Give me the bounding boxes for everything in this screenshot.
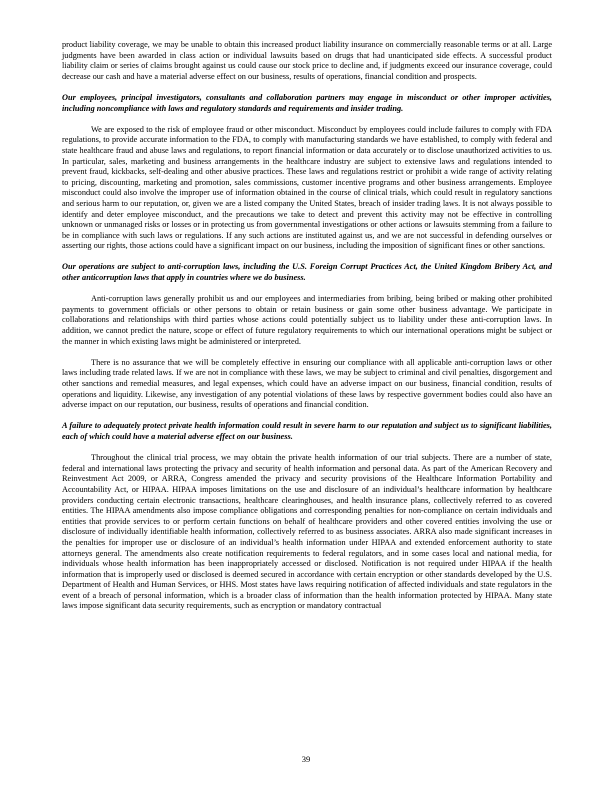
heading-anti-corruption: Our operations are subject to anti-corruption laws, including the U.S. Foreign Corrupt Practices Act, the United Kingdom Bribery Act, and other anticorruption laws that apply in countries where we do business. [62, 262, 552, 283]
paragraph-compliance-assurance: There is no assurance that we will be completely effective in ensuring our compliance with all applicable anti-corruption laws or other laws including trade related laws. If we are not in compliance with these laws, we may be subject to criminal and civil penalties, disgorgement and other sanctions and remedial measures, and legal expenses, which could have an adverse impact on our business, financial condition, results of operations and liquidity. Likewise, any investigation of any potential violations of these laws by respective government bodies could also have an adverse impact on our reputation, our business, results of operations and financial condition. [62, 357, 552, 410]
page-body [62, 40, 552, 623]
paragraph-health-information: Throughout the clinical trial process, we may obtain the private health information of our trial subjects. There are a number of state, federal and international laws protecting the privacy and security of health information and personal data. As part of the American Recovery and Reinvestment Act 2009, or ARRA, Congress amended the privacy and security provisions of the Healthcare Information Portability and Accountability Act, or HIPAA. HIPAA imposes limitations on the use and disclosure of an individual’s healthcare information by healthcare providers conducting certain electronic transactions, healthcare clearinghouses, and health insurance plans, collectively referred to as covered entities. The HIPAA amendments also impose compliance obligations and corresponding penalties for non-compliance on certain individuals and entities that provide services to or perform certain functions on behalf of healthcare providers and other covered entities involving the use or disclosure of individually identifiable health information, collectively referred to as business associates. ARRA also made significant increases in the penalties for improper use or disclosure of an individual’s health information under HIPAA and extended enforcement authority to state attorneys general. The amendments also create notification requirements to federal regulators, and in some cases local and national media, for individuals whose health information has been inappropriately accessed or disclosed. Notification is not required under HIPAA if the health information that is improperly used or disclosed is deemed secured in accordance with certain encryption or other standards developed by the U.S. Department of Health and Human Services, or HHS. Most states have laws requiring notification of affected individuals and state regulators in the event of a breach of personal information, which is a broader class of information than the health information protected by HIPAA. Many state laws impose significant data security requirements, such as encryption or mandatory contractual [62, 453, 552, 611]
heading-health-information: A failure to adequately protect private health information could result in severe harm to our reputation and subject us to significant liabilities, each of which could have a material adverse effect on our business. [62, 421, 552, 441]
heading-employee-misconduct: Our employees, principal investigators, consultants and collaboration partners may engage in misconduct or other improper activities, including noncompliance with laws and regulatory standards and requirements and insider trading. [62, 92, 552, 113]
page-number: 39 [301, 754, 311, 764]
paragraph-anti-corruption-laws: Anti-corruption laws generally prohibit us and our employees and intermediaries from bribing, being bribed or making other prohibited payments to government officials or other persons to obtain or retain business or gain some other business advantage. We participate in collaborations and relationships with third parties whose actions could potentially subject us to liability under these anti-corruption laws. In addition, we cannot predict the nature, scope or effect of future regulatory requirements to which our international operations might be subject or the manner in which existing laws might be administered or interpreted. [62, 294, 552, 346]
paragraph-employee-misconduct: We are exposed to the risk of employee fraud or other misconduct. Misconduct by employees could include failures to comply with FDA regulations, to provide accurate information to the FDA, to comply with manufacturing standards we have established, to comply with federal and state healthcare fraud and abuse laws and regulations, to report financial information or data accurately or to disclose unauthorized activities to us. In particular, sales, marketing and business arrangements in the healthcare industry are subject to extensive laws and regulations intended to prevent fraud, kickbacks, self-dealing and other abusive practices. These laws and regulations restrict or prohibit a wide range of activity relating to pricing, discounting, marketing and promotion, sales commissions, customer incentive programs and other business arrangements. Employee misconduct could also involve the improper use of information obtained in the course of clinical trials, which could result in regulatory sanctions and serious harm to our reputation, or, given we are a listed company the United States, breach of insider trading laws. It is not always possible to identify and deter employee misconduct, and the precautions we take to detect and prevent this activity may not be effective in controlling unknown or unmanaged risks or losses or in protecting us from governmental investigations or other actions or lawsuits stemming from a failure to be in compliance with such laws or regulations. If any such actions are instituted against us, and we are not successful in defending ourselves or asserting our rights, those actions could have a significant impact on our business, including the imposition of significant fines or other sanctions. [62, 124, 552, 251]
paragraph-product-liability-continued: product liability coverage, we may be unable to obtain this increased product liability insurance on commercially reasonable terms or at all. Large judgments have been awarded in class action or individual lawsuits based on drugs that had unanticipated side effects. A successful product liability claim or series of claims brought against us could cause our stock price to decline and, if judgments exceed our insurance coverage, could decrease our cash and have a material adverse effect on our business, results of operations, financial condition and prospects. [62, 40, 552, 81]
